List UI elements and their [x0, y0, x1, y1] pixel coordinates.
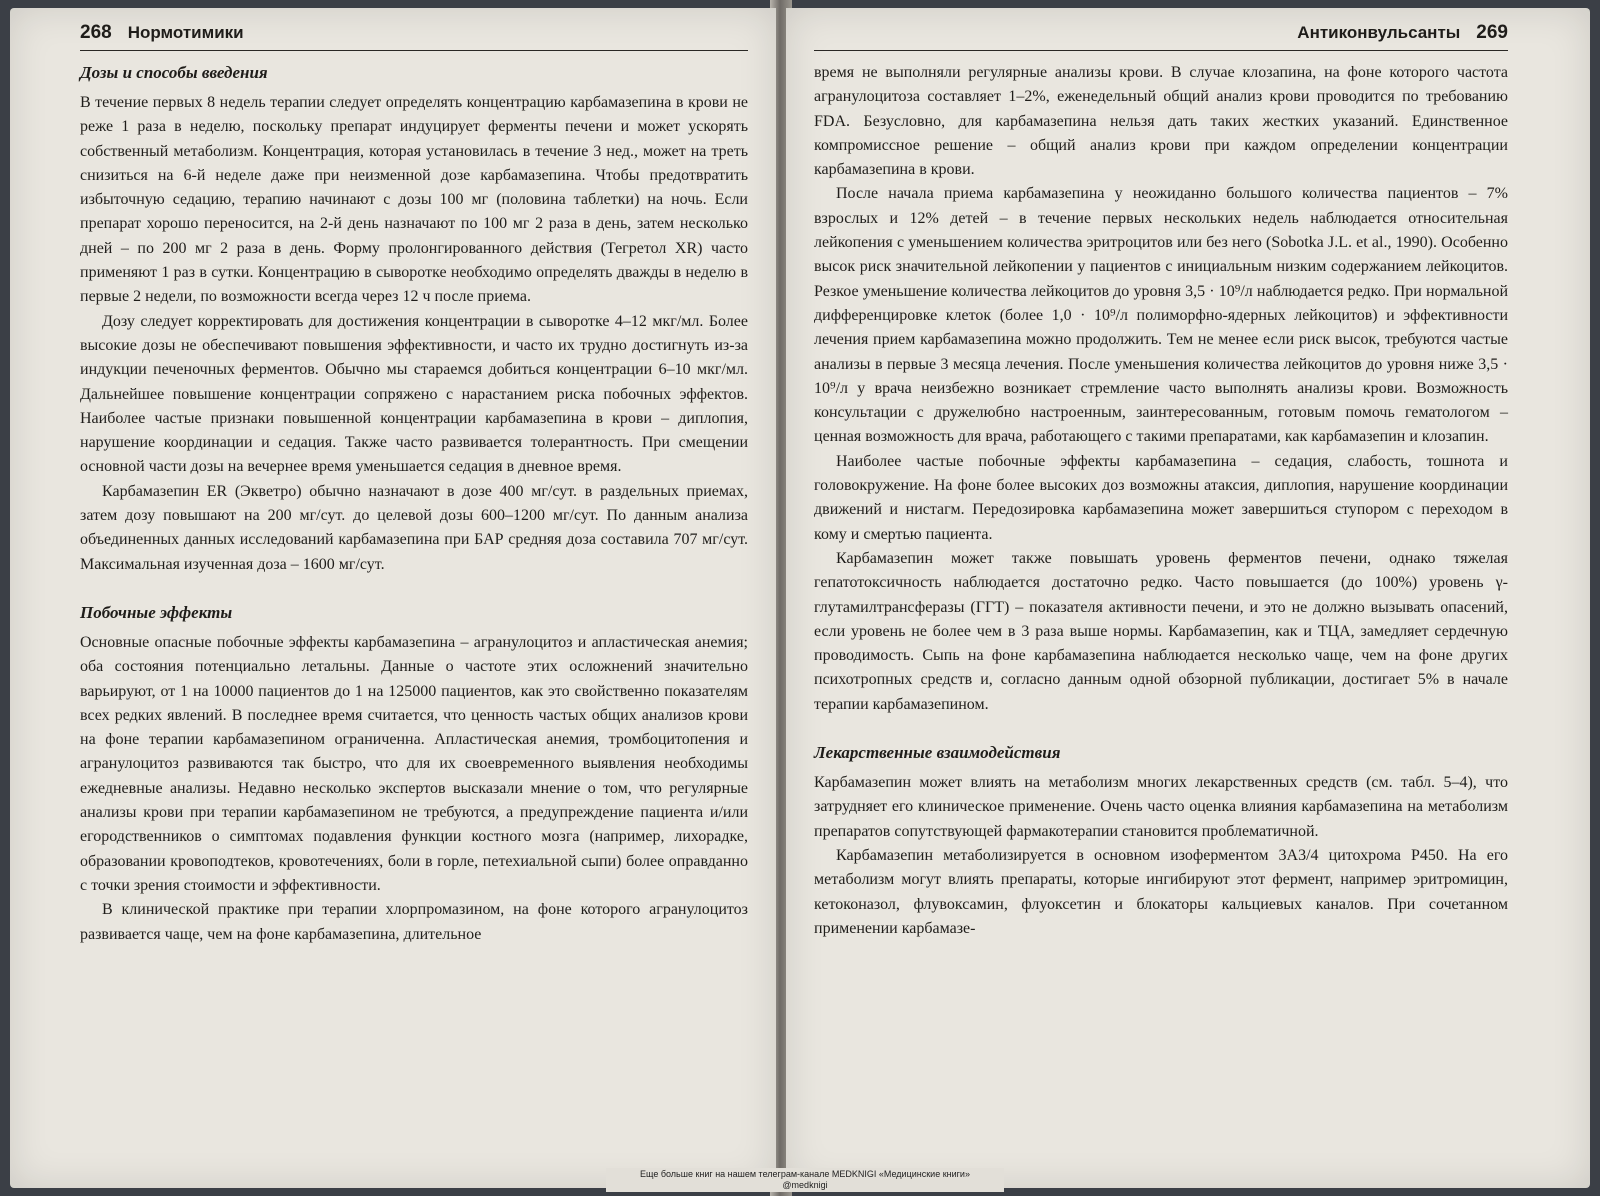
running-title: Нормотимики [127, 23, 244, 42]
footer-line: Еще больше книг на нашем телеграм-канале MEDKNIGI «Медицинские книги» [640, 1169, 970, 1179]
paragraph: Карбамазепин может также повышать уровень ферментов печени, однако тяжелая гепатотоксичность наблюдается достаточно редко. Часто повышается (до 100%) уровень γ-глутамилтрансферазы (ГГТ) – показателя активности печени, и это не должно вызывать опасений, если уровень не более чем в 3 раза выше нормы. Карбамазепин, как и ТЦА, замедляет сердечную проводимость. Сыпь на фоне карбамазепина наблюдается несколько чаще, чем на фоне других психотропных средств и, согласно данным одной обзорной публикации, достигает 5% в начале терапии карбамазепином. [814, 549, 1508, 713]
paragraph: Дозу следует корректировать для достижения концентрации в сыворотке 4–12 мкг/мл. Более высокие дозы не обеспечивают повышения эффективности, и часто их трудно достигнуть из-за индукции печеночных ферментов. Обычно мы стараемся добиться концентрации 6–10 мкг/мл. Дальнейшее повышение концентрации сопряжено с нарастанием риска побочных эффектов. Наиболее частые признаки повышенной концентрации карбамазепина в крови – диплопия, нарушение координации и седация. Также часто развивается толерантность. При смещении основной части дозы на вечернее время уменьшается седация в дневное время. [80, 312, 748, 476]
page-number: 269 [1476, 22, 1508, 43]
right-page-header [814, 8, 1508, 51]
right-page [786, 8, 1590, 1188]
paragraph: В клинической практике при терапии хлорпромазином, на фоне которого агранулоцитоз развивается чаще, чем на фоне карбамазепина, длительное [80, 901, 748, 943]
paragraph: Карбамазепин может влиять на метаболизм многих лекарственных средств (см. табл. 5–4), что затрудняет его клиническое применение. Очень часто оценка влияния карбамазепина на метаболизм препаратов сопутствующей фармакотерапии становится проблематичной. [814, 774, 1508, 840]
paragraph: время не выполняли регулярные анализы крови. В случае клозапина, на фоне которого частота агранулоцитоза составляет 1–2%, еженедельный общий анализ крови проводится по требованию FDA. Безусловно, для карбамазепина нельзя дать таких жестких указаний. Единственное компромиссное решение – общий анализ крови при каждом определении концентрации карбамазепина в крови. [814, 64, 1508, 179]
paragraph: Карбамазепин метаболизируется в основном изоферментом 3А3/4 цитохрома Р450. На его метаболизм могут влиять препараты, которые ингибируют этот фермент, например эритромицин, кетоконазол, флувоксамин, флуоксетин и блокаторы кальциевых каналов. При сочетанном применении карбамазе- [814, 846, 1508, 937]
left-page [10, 8, 776, 1188]
paragraph: После начала приема карбамазепина у неожиданно большого количества пациентов – 7% взрослых и 12% детей – в течение первых нескольких недель наблюдается относительная лейкопения с уменьшением количества эритроцитов или без него (Sobotka J.L. et al., 1990). Особенно высок риск значительной лейкопении у пациентов с инициальным низким содержанием лейкоцитов. Резкое уменьшение количества лейкоцитов до уровня 3,5 · 10⁹/л наблюдается редко. При нормальной дифференцировке клеток (более 1,0 · 10⁹/л полиморфно-ядерных лейкоцитов) и эффективности лечения прием карбамазепина можно продолжить. Тем не менее если риск высок, требуются частые анализы в первые 3 месяца лечения. После уменьшения количества лейкоцитов до уровня ниже 3,5 · 10⁹/л у врача неизбежно возникает стремление часто выполнять анализы крови. Возможность консультации с дружелюбно настроенным, заинтересованным, готовым помочь гематологом – ценная возможность для врача, работающего с такими препаратами, как карбамазепин и клозапин. [814, 185, 1508, 446]
page-number: 268 [80, 22, 112, 43]
running-title: Антиконвульсанты [1297, 23, 1461, 42]
paragraph: Карбамазепин ER (Экветро) обычно назначают в дозе 400 мг/сут. в раздельных приемах, затем дозу повышают на 200 мг/сут. до целевой дозы 600–1200 мг/сут. По данным анализа объединенных данных исследований карбамазепина при БАР средняя доза составила 707 мг/сут. Максимальная изученная доза – 1600 мг/сут. [80, 482, 748, 573]
paragraph: В течение первых 8 недель терапии следует определять концентрацию карбамазепина в крови не реже 1 раза в неделю, поскольку препарат индуцирует ферменты печени и может ускорять собственный метаболизм. Концентрация, которая установилась в течение 3 нед., может на треть снизиться на 6-й неделе даже при неизменной дозе карбамазепина. Чтобы предотвратить избыточную седацию, терапию начинают с дозы 100 мг (половина таблетки) на ночь. Если препарат хорошо переносится, на 2-й день назначают по 100 мг 2 раза в день, затем несколько дней – по 200 мг 2 раза в день. Форму пролонгированного действия (Тегретол XR) часто применяют 1 раз в сутки. Концентрацию в сыворотке необходимо определять дважды в неделю в первые 2 недели, по возможности всегда через 12 ч после приема. [80, 94, 748, 306]
paragraph: Основные опасные побочные эффекты карбамазепина – агранулоцитоз и апластическая анемия; оба состояния потенциально летальны. Данные о частоте этих осложнений значительно варьируют, от 1 на 10000 пациентов до 1 на 125000 пациентов, как это свойственно показателям всех редких явлений. В последнее время считается, что ценность частых общих анализов крови на фоне терапии карбамазепином ограниченна. Апластическая анемия, тромбоцитопения и агранулоцитоз развиваются так быстро, что для их своевременного выявления необходимы ежедневные анализы. Недавно несколько экспертов высказали мнение о том, что регулярные анализы крови при терапии карбамазепином не требуются, а предупреждение пациента и/или егородственников о симптомах подавления функции костного мозга (например, лихорадке, образовании кровоподтеков, кровотечениях, боли в горле, петехиальной сыпи) более оправданно с точки зрения стоимости и эффективности. [80, 633, 748, 894]
section-heading-side-effects: Побочные эффекты [80, 602, 233, 622]
section-heading-doses: Дозы и способы введения [80, 63, 268, 82]
left-page-header [80, 8, 748, 51]
paragraph: Наиболее частые побочные эффекты карбамазепина – седация, слабость, тошнота и головокружение. На фоне более высоких доз возможны атаксия, диплопия, нарушение координации движений и нистагм. Передозировка карбамазепина может завершиться ступором с переходом в кому и смертью пациента. [814, 452, 1508, 543]
footer-handle: @medknigi [782, 1180, 828, 1190]
section-heading-drug-interactions: Лекарственные взаимодействия [814, 743, 1061, 763]
watermark-footer [606, 1168, 1004, 1192]
